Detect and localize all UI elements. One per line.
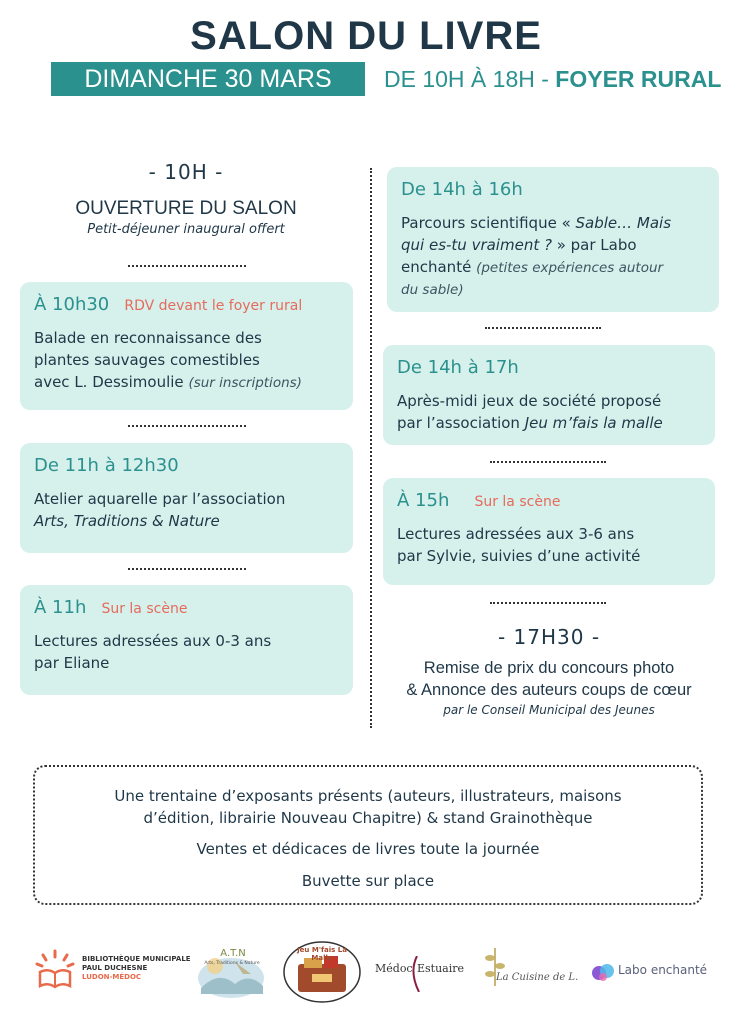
event-time: À 15h	[397, 490, 450, 511]
opening-subtitle: Petit-déjeuner inaugural offert	[87, 222, 285, 237]
logo-text: Arts, Traditions & Nature	[204, 961, 260, 966]
medoc-estuaire-logo	[375, 956, 471, 996]
opening-time: - 10H -	[148, 160, 224, 184]
cuisine-logo	[478, 942, 578, 1002]
hours-text: DE 10H À 18H -	[384, 66, 556, 92]
event-desc-line: enchanté	[401, 258, 477, 276]
logo-text: BIBLIOTHÈQUE MUNICIPALE	[82, 955, 191, 963]
logo-text: PAUL DUCHESNE	[82, 964, 148, 972]
event-desc-line: plantes sauvages comestibles	[34, 351, 260, 369]
event-desc-line: Lectures adressées aux 0-3 ans	[34, 632, 272, 650]
info-box	[33, 765, 703, 905]
event-note: du sable)	[401, 282, 464, 298]
event-desc-italic: Sable… Mais	[575, 214, 672, 232]
opening-block	[20, 160, 352, 237]
jeu-malle-logo	[282, 940, 362, 1004]
event-card-parcours	[387, 167, 719, 312]
event-desc-italic: qui es-tu vraiment ?	[401, 236, 552, 254]
closing-line: Remise de prix du concours photo	[423, 659, 675, 677]
hours-place	[384, 66, 721, 93]
info-line: d’édition, librairie Nouveau Chapitre) & stand Grainothèque	[143, 809, 593, 827]
logo-text: LUDON-MÉDOC	[82, 973, 142, 981]
dotted-separator	[490, 461, 606, 463]
column-divider	[370, 168, 372, 728]
bibliotheque-logo	[34, 946, 191, 996]
date-badge: DIMANCHE 30 MARS	[51, 62, 365, 96]
event-location: RDV devant le foyer rural	[124, 298, 303, 314]
closing-block	[383, 625, 715, 717]
dotted-separator	[128, 425, 246, 427]
logo-text: Jeu M'fais La Malle	[297, 946, 347, 962]
logo-text: Médoc	[375, 962, 413, 975]
event-card-lectures-3-6	[383, 478, 715, 585]
event-time: À 10h30	[34, 294, 110, 315]
event-desc-line: Parcours scientifique «	[401, 214, 576, 232]
event-desc-line: Lectures adressées aux 3-6 ans	[397, 525, 635, 543]
event-desc-line: par l’association	[397, 414, 525, 432]
event-note: (sur inscriptions)	[188, 375, 302, 391]
event-desc-line: Balade en reconnaissance des	[34, 329, 262, 347]
event-association: Arts, Traditions & Nature	[34, 512, 220, 530]
dotted-separator	[485, 327, 601, 329]
closing-line: & Annonce des auteurs coups de cœur	[406, 681, 692, 699]
opening-title: OUVERTURE DU SALON	[75, 198, 297, 219]
dotted-separator	[128, 265, 246, 267]
info-line: Ventes et dédicaces de livres toute la journée	[196, 840, 540, 858]
bubbles-icon	[591, 961, 615, 983]
partner-logos	[0, 938, 732, 1008]
logo-text: La Cuisine de L.	[496, 972, 579, 983]
event-card-jeux	[383, 345, 715, 445]
place-text: FOYER RURAL	[555, 66, 722, 92]
event-time: De 14h à 16h	[401, 179, 523, 200]
event-desc-line: par Eliane	[34, 654, 110, 672]
info-line: Une trentaine d’exposants présents (auteurs, illustrateurs, maisons	[114, 787, 622, 805]
closing-subtitle: par le Conseil Municipal des Jeunes	[443, 703, 655, 717]
event-time: De 14h à 17h	[397, 357, 519, 378]
atn-logo	[195, 944, 267, 1000]
page-title: SALON DU LIVRE	[190, 14, 542, 58]
logo-text: A.T.N	[220, 948, 246, 959]
event-card-lectures-0-3	[20, 585, 353, 695]
event-card-aquarelle	[20, 443, 353, 553]
event-desc-line: Atelier aquarelle par l’association	[34, 490, 286, 508]
event-location: Sur la scène	[474, 494, 561, 510]
wave-icon	[403, 956, 433, 992]
dotted-separator	[490, 602, 606, 604]
event-association: Jeu m’fais la malle	[524, 414, 663, 432]
event-desc-line: par Sylvie, suivies d’une activité	[397, 547, 641, 565]
event-location: Sur la scène	[101, 601, 188, 617]
event-desc-line: Après-midi jeux de société proposé	[397, 392, 662, 410]
book-icon	[34, 948, 76, 990]
event-note: (petites expériences autour	[476, 260, 664, 276]
dotted-separator	[128, 568, 246, 570]
event-time: À 11h	[34, 597, 87, 618]
info-line: Buvette sur place	[301, 872, 435, 890]
event-card-balade	[20, 282, 353, 410]
closing-time: - 17H30 -	[497, 625, 601, 649]
logo-text: Labo enchanté	[618, 963, 708, 977]
event-desc-line: » par Labo	[551, 236, 637, 254]
labo-enchante-logo	[591, 960, 706, 986]
event-time: De 11h à 12h30	[34, 455, 179, 476]
logo-text: Estuaire	[417, 962, 465, 975]
event-desc-line: avec L. Dessimoulie	[34, 373, 184, 391]
